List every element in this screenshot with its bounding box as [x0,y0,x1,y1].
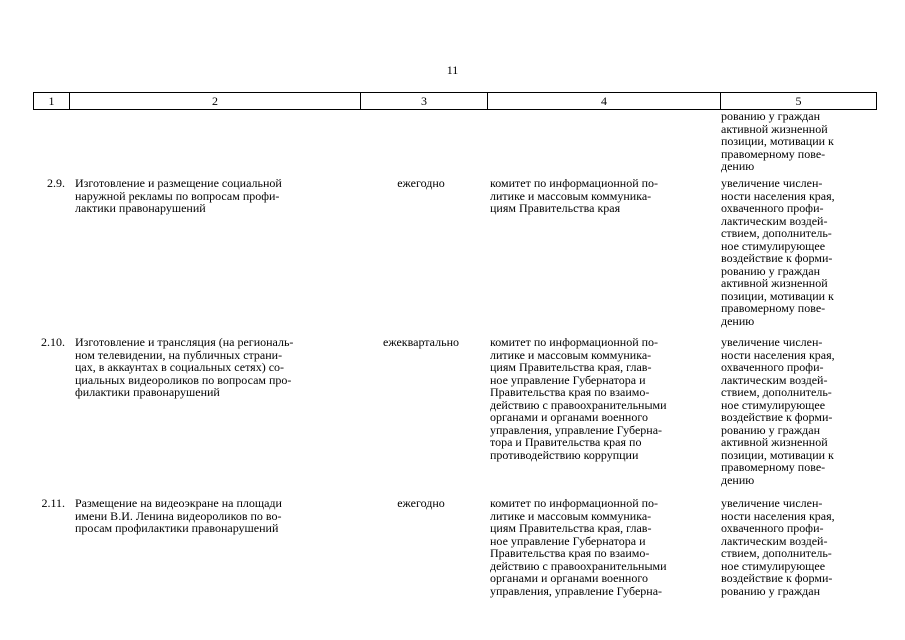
column-number-header [33,92,877,110]
row-result: увеличение числен- ности населения края, охваченного профи- лактическим воздей- ствием, дополнитель- ное стимулирующее воздействие к форми- рованию у граждан активной жизненной позиции, мотивации к правомерному пове- дению [721,176,835,328]
row-period: ежеквартально [383,335,459,349]
row-number: 2.9. [47,176,65,190]
table-body [33,110,873,617]
carryover-row [33,110,873,177]
row-executor: комитет по информационной по- литике и массовым коммуника- циям Правительства края [490,176,659,215]
row-activity: Изготовление и трансляция (на региональ- ном телевидении, на публичных страни- цах, в аккаунтах в социальных сетях) со- циальных видеороликов по вопросам про- филактики правонарушений [75,335,294,399]
row-activity: Размещение на видеоэкране на площади имени В.И. Ленина видеороликов по во- просам профилактики правонарушений [75,496,282,535]
row-number: 2.11. [41,496,65,510]
table-row [33,336,873,497]
table-row [33,177,873,336]
table-row [33,497,873,617]
row-period: ежегодно [397,176,445,190]
header-col-5: 5 [721,93,877,110]
row-number: 2.10. [41,335,65,349]
row-activity: Изготовление и размещение социальной наружной рекламы по вопросам профи- лактики правонарушений [75,176,282,215]
carryover-result: рованию у граждан активной жизненной позиции, мотивации к правомерному пове- дению [721,109,834,173]
row-executor: комитет по информационной по- литике и массовым коммуника- циям Правительства края, глав- ное управление Губернатора и Правительства края по взаимо- действию с правоохранительными органами и органами военного управления, управление Губерна- тора и Правительства края по противодействию коррупции [490,335,667,462]
row-executor: комитет по информационной по- литике и массовым коммуника- циям Правительства края, глав- ное управление Губернатора и Правительства края по взаимо- действию с правоохранительными органами и органами военного управления, управление Губерна- [490,496,667,598]
header-row [34,93,877,110]
row-period: ежегодно [397,496,445,510]
header-col-3: 3 [361,93,488,110]
header-col-1: 1 [34,93,70,110]
header-col-4: 4 [488,93,721,110]
row-result: увеличение числен- ности населения края, охваченного профи- лактическим воздей- ствием, дополнитель- ное стимулирующее воздействие к форми- рованию у граждан [721,496,835,598]
header-col-2: 2 [70,93,361,110]
page-number: 11 [446,63,459,77]
row-result: увеличение числен- ности населения края, охваченного профи- лактическим воздей- ствием, дополнитель- ное стимулирующее воздействие к форми- рованию у граждан активной жизненной позиции, мотивации к правомерному пове- дению [721,335,835,487]
